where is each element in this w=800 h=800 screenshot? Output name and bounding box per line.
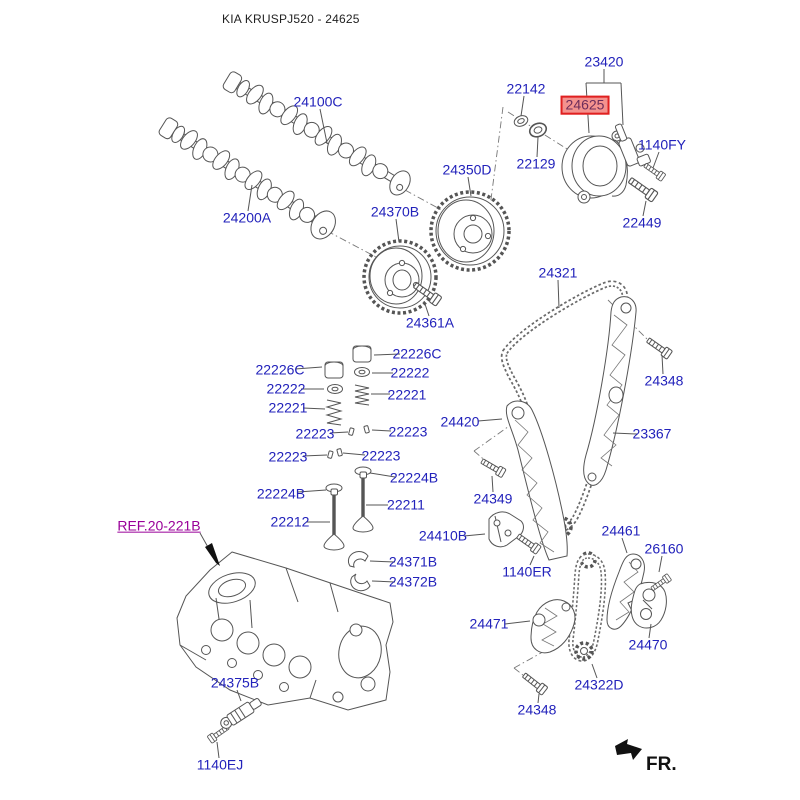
diagram-title: KIA KRUSPJ520 - 24625	[222, 12, 360, 26]
part-label-24200a-1[interactable]: 24200A	[222, 209, 272, 226]
part-label-22221-23[interactable]: 22221	[387, 386, 427, 403]
part-label-22224b-29[interactable]: 22224B	[389, 469, 439, 486]
part-label-24370b-2[interactable]: 24370B	[370, 203, 420, 220]
part-label-22223-24[interactable]: 22223	[295, 425, 335, 442]
part-label-24349-15[interactable]: 24349	[473, 490, 513, 507]
part-label-24420-14[interactable]: 24420	[440, 413, 480, 430]
part-label-24348-42[interactable]: 24348	[517, 701, 557, 718]
part-label-22212-31[interactable]: 22212	[270, 513, 310, 530]
part-label-1140er-17[interactable]: 1140ER	[502, 563, 552, 580]
part-label-24461-37[interactable]: 24461	[601, 522, 641, 539]
part-label-24470-40[interactable]: 24470	[628, 636, 668, 653]
part-label-23420-5[interactable]: 23420	[584, 53, 624, 70]
part-label-1140fy-9[interactable]: 1140FY	[638, 136, 686, 153]
part-label-24371b-33[interactable]: 24371B	[388, 553, 438, 570]
part-label-24375b-35[interactable]: 24375B	[210, 674, 260, 691]
fr-arrow-icon	[612, 738, 646, 764]
part-label-1140ej-36[interactable]: 1140EJ	[196, 756, 244, 773]
part-label-24100c-0[interactable]: 24100C	[293, 93, 343, 110]
part-label-22129-8[interactable]: 22129	[516, 155, 556, 172]
part-label-24348-12[interactable]: 24348	[644, 372, 684, 389]
part-label-22223-26[interactable]: 22223	[268, 448, 308, 465]
part-label-22222-20[interactable]: 22222	[266, 380, 306, 397]
part-label-24625-7[interactable]: 24625	[561, 96, 610, 115]
part-label-22222-21[interactable]: 22222	[390, 364, 430, 381]
part-label-23367-13[interactable]: 23367	[632, 425, 672, 442]
part-label-22226c-19[interactable]: 22226C	[392, 345, 442, 362]
part-label-22449-10[interactable]: 22449	[622, 214, 662, 231]
part-label-24322d-41[interactable]: 24322D	[574, 676, 624, 693]
part-label-22226c-18[interactable]: 22226C	[255, 361, 305, 378]
part-label-ref20221b-32[interactable]: REF.20-221B	[117, 517, 201, 534]
fr-label: FR.	[646, 754, 677, 775]
part-label-22211-30[interactable]: 22211	[387, 496, 425, 513]
part-label-22223-25[interactable]: 22223	[388, 423, 428, 440]
part-label-24321-11[interactable]: 24321	[538, 264, 578, 281]
part-label-22142-6[interactable]: 22142	[506, 80, 546, 97]
part-label-22221-22[interactable]: 22221	[268, 399, 308, 416]
part-label-26160-38[interactable]: 26160	[644, 540, 684, 557]
part-label-24410b-16[interactable]: 24410B	[418, 527, 468, 544]
part-label-24471-39[interactable]: 24471	[469, 615, 509, 632]
part-label-24361a-4[interactable]: 24361A	[405, 314, 455, 331]
part-label-22223-27[interactable]: 22223	[361, 447, 401, 464]
part-label-22224b-28[interactable]: 22224B	[256, 485, 306, 502]
part-label-24372b-34[interactable]: 24372B	[388, 573, 438, 590]
fr-indicator	[612, 738, 702, 783]
part-label-24350d-3[interactable]: 24350D	[442, 161, 492, 178]
